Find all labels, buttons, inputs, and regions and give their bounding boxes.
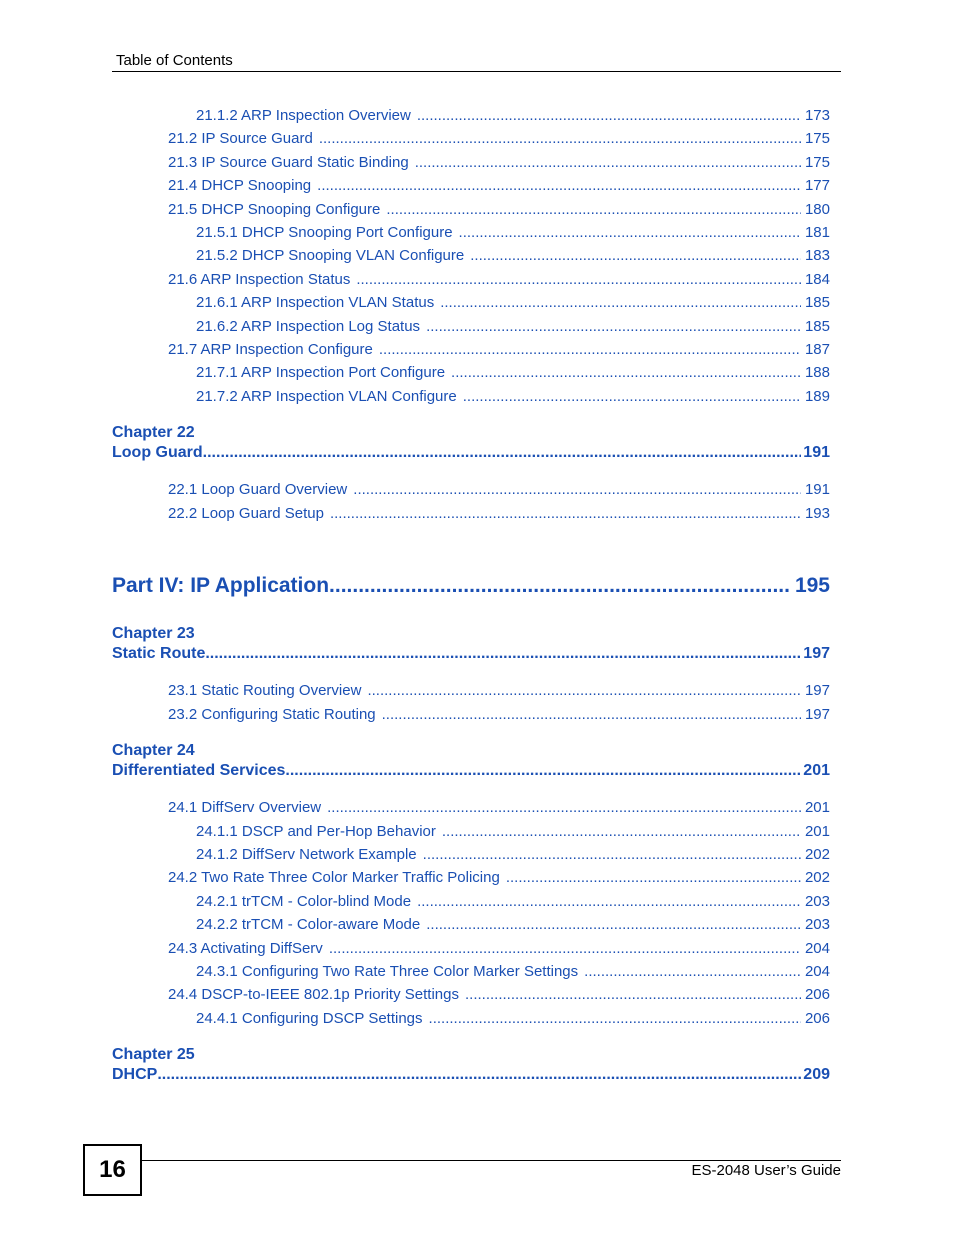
toc-entry[interactable]: 22.2 Loop Guard Setup ..... 193 [168,505,830,522]
footer-divider [140,1160,841,1161]
toc-entry[interactable]: 21.7.2 ARP Inspection VLAN Configure ..... 189 [196,388,830,405]
chapter-title-link[interactable]: DHCP ..... 209 [112,1066,830,1084]
toc-entry[interactable]: 21.5.2 DHCP Snooping VLAN Configure ..... 183 [196,247,830,264]
toc-entry[interactable]: 21.3 IP Source Guard Static Binding ..... 175 [168,154,830,171]
toc-entry[interactable]: 21.6 ARP Inspection Status ..... 184 [168,271,830,288]
chapter-label: Chapter 24 [112,742,195,759]
chapter-label: Chapter 22 [112,424,195,441]
header-title: Table of Contents [116,52,233,69]
chapter-label: Chapter 25 [112,1046,195,1063]
page-number: 16 [83,1144,142,1196]
toc-entry[interactable]: 21.4 DHCP Snooping ..... 177 [168,177,830,194]
toc-entry[interactable]: 24.3.1 Configuring Two Rate Three Color Marker Settings ..... 204 [196,963,830,980]
toc-entry[interactable]: 21.2 IP Source Guard ..... 175 [168,130,830,147]
part-title-link[interactable]: Part IV: IP Application ..... 195 [112,574,830,598]
toc-entry[interactable]: 24.4 DSCP-to-IEEE 802.1p Priority Settings ..... 206 [168,986,830,1003]
toc-entry[interactable]: 21.6.2 ARP Inspection Log Status ..... 185 [196,318,830,335]
chapter-title-link[interactable]: Differentiated Services ..... 201 [112,762,830,780]
toc-entry[interactable]: 24.2.1 trTCM - Color-blind Mode ..... 203 [196,893,830,910]
toc-entry[interactable]: 21.7.1 ARP Inspection Port Configure ..... 188 [196,364,830,381]
toc-entry[interactable]: 21.5 DHCP Snooping Configure ..... 180 [168,201,830,218]
toc-entry[interactable]: 23.1 Static Routing Overview ..... 197 [168,682,830,699]
toc-entry[interactable]: 21.7 ARP Inspection Configure ..... 187 [168,341,830,358]
toc-entry[interactable]: 24.2 Two Rate Three Color Marker Traffic Policing ..... 202 [168,869,830,886]
toc-entry[interactable]: 24.2.2 trTCM - Color-aware Mode ..... 203 [196,916,830,933]
header-divider [112,71,841,72]
toc-entry[interactable]: 21.6.1 ARP Inspection VLAN Status ..... 185 [196,294,830,311]
toc-entry[interactable]: 24.1.1 DSCP and Per-Hop Behavior ..... 201 [196,823,830,840]
toc-entry[interactable]: 24.1 DiffServ Overview ..... 201 [168,799,830,816]
chapter-label: Chapter 23 [112,625,195,642]
toc-entry[interactable]: 24.3 Activating DiffServ ..... 204 [168,940,830,957]
toc-entry[interactable]: 21.5.1 DHCP Snooping Port Configure ..... 181 [196,224,830,241]
chapter-title-link[interactable]: Static Route ..... 197 [112,645,830,663]
toc-entry[interactable]: 23.2 Configuring Static Routing ..... 197 [168,706,830,723]
toc-entry[interactable]: 24.4.1 Configuring DSCP Settings ..... 206 [196,1010,830,1027]
toc-entry[interactable]: 24.1.2 DiffServ Network Example ..... 202 [196,846,830,863]
chapter-title-link[interactable]: Loop Guard ..... 191 [112,444,830,462]
toc-entry[interactable]: 21.1.2 ARP Inspection Overview ..... 173 [196,107,830,124]
toc-entry[interactable]: 22.1 Loop Guard Overview ..... 191 [168,481,830,498]
guide-title: ES-2048 User’s Guide [691,1162,841,1179]
